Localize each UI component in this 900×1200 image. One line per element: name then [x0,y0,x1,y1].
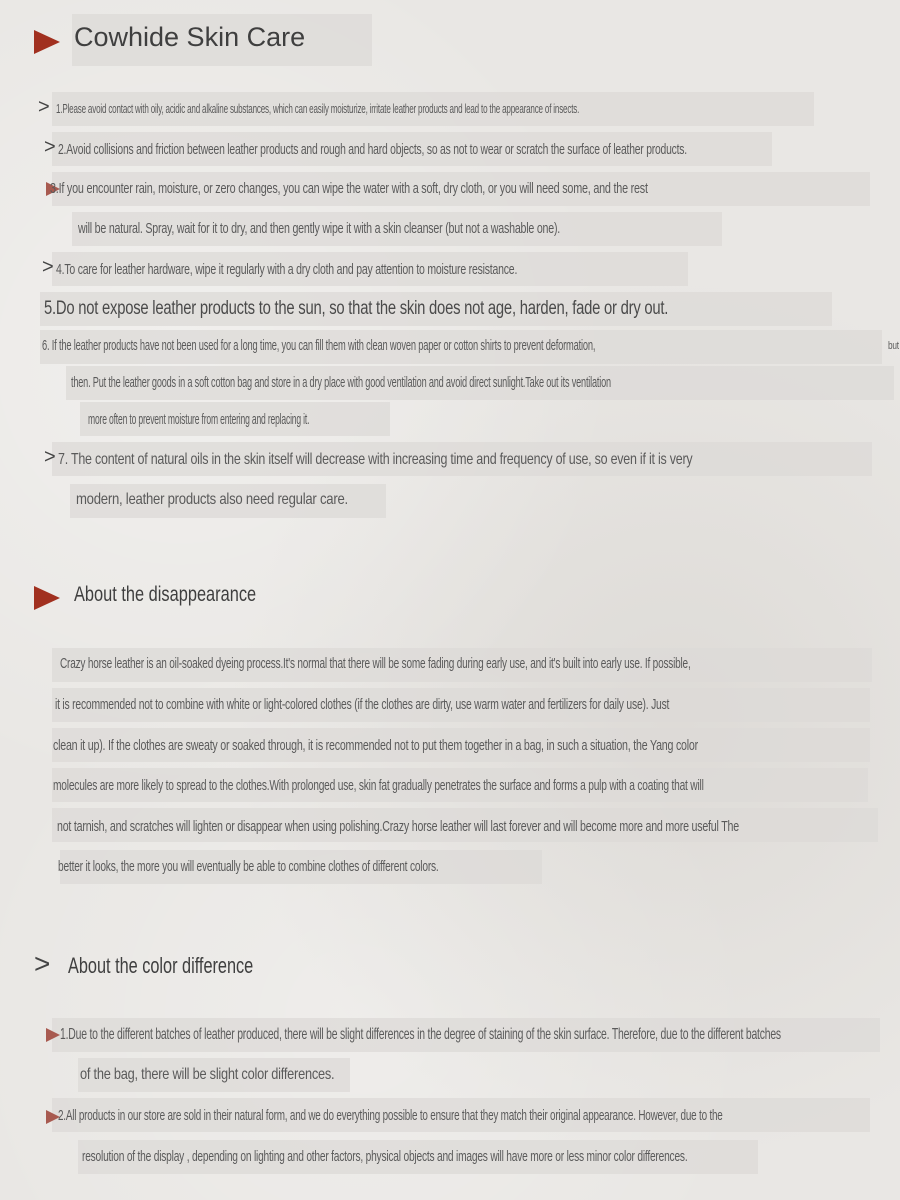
care-item-line: 2.Avoid collisions and friction between leather products and rough and hard objects, so as not to wear or scratch the surface of leather products. [58,141,687,158]
arrow-marker-icon [34,586,60,610]
disappearance-line: molecules are more likely to spread to the clothes.With prolonged use, skin fat gradually penetrates the surface and forms a pulp with a coating that will [53,777,704,794]
arrow-marker-icon [34,30,60,54]
disappearance-line: it is recommended not to combine with white or light-colored clothes (if the clothes are dirty, use warm water and fertilizers for daily use). Just [55,696,670,713]
disappearance-line: not tarnish, and scratches will lighten or disappear when using polishing.Crazy horse leather will last forever and will become more and more useful The [57,818,739,835]
section-title-care: Cowhide Skin Care [74,22,306,52]
care-item-line: modern, leather products also need regular care. [76,491,348,508]
care-item-line: then. Put the leather goods in a soft cotton bag and store in a dry place with good ventilation and avoid direct sunlight.Take out its ventilation [71,374,611,391]
care-item-line: 4.To care for leather hardware, wipe it regularly with a dry cloth and pay attention to moisture resistance. [56,261,518,278]
care-item-line: 6. If the leather products have not been used for a long time, you can fill them with clean woven paper or cotton shirts to prevent deformation, [42,337,596,354]
chevron-right-icon: > [34,948,51,979]
chevron-right-icon: > [38,96,50,118]
arrow-marker-icon [46,1028,60,1042]
color-item-line: resolution of the display , depending on lighting and other factors, physical objects and images will have more or less minor color differences. [82,1148,688,1165]
care-item-line: 3.If you encounter rain, moisture, or zero changes, you can wipe the water with a soft, dry cloth, or you will need some, and the rest [50,180,648,197]
section-title-color-difference: About the color difference [68,953,254,978]
disappearance-line: better it looks, the more you will eventually be able to combine clothes of different colors. [58,858,439,875]
color-item-line: 2.All products in our store are sold in their natural form, and we do everything possible to ensure that they match their original appearance. However, due to the [58,1107,723,1124]
chevron-right-icon: > [42,256,54,278]
color-item-line: of the bag, there will be slight color differences. [80,1066,335,1083]
section-title-disappearance: About the disappearance [74,583,257,606]
chevron-right-icon: > [44,446,56,468]
care-item-line: more often to prevent moisture from entering and replacing it. [88,411,310,428]
care-item-line: 7. The content of natural oils in the skin itself will decrease with increasing time and frequency of use, so even if it is very [58,451,693,468]
chevron-right-icon: > [44,136,56,158]
care-item-line: 5.Do not expose leather products to the sun, so that the skin does not age, harden, fade or dry out. [44,298,669,319]
care-item-line: 1.Please avoid contact with oily, acidic and alkaline substances, which can easily moisturize, irritate leather products and lead to the appearance of insects. [56,101,580,116]
disappearance-line: Crazy horse leather is an oil-soaked dyeing process.It's normal that there will be some fading during early use, and it's built into early use. If possible, [60,655,691,672]
disappearance-line: clean it up). If the clothes are sweaty or soaked through, it is recommended not to put them together in a bag, in such a situation, the Yang color [53,737,698,754]
color-item-line: 1.Due to the different batches of leather produced, there will be slight differences in the degree of staining of the skin surface. Therefore, due to the different batches [60,1026,781,1043]
stray-word: but [888,340,899,352]
care-item-line: will be natural. Spray, wait for it to dry, and then gently wipe it with a skin cleanser (but not a washable one). [78,220,561,237]
